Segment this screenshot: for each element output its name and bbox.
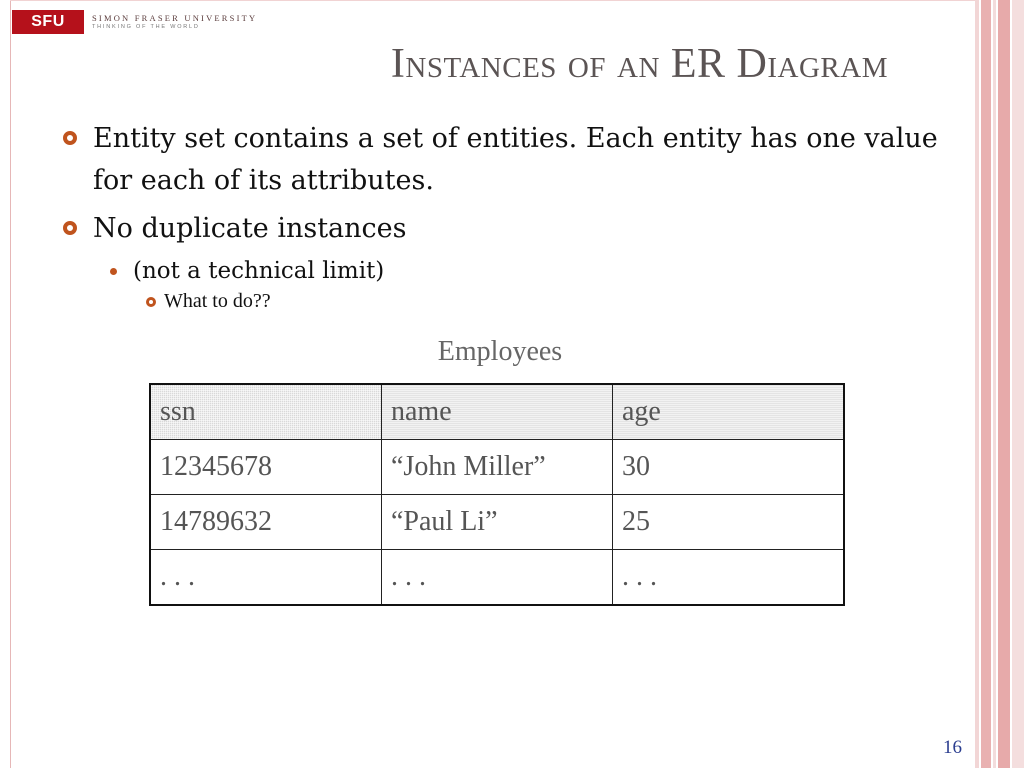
sub-sub-bullet-item xyxy=(60,286,940,316)
table-row xyxy=(150,550,844,606)
decor-stripe xyxy=(981,0,991,768)
logo-tagline: THINKING OF THE WORLD xyxy=(92,24,200,30)
sub-bullet-text: (not a technical limit) xyxy=(133,258,385,284)
bullet-item xyxy=(60,118,940,202)
ring-bullet-icon xyxy=(63,131,77,145)
top-border xyxy=(10,0,975,1)
decor-stripe xyxy=(975,0,979,768)
table-row xyxy=(150,495,844,550)
university-logo xyxy=(12,10,257,34)
logo-mark: SFU xyxy=(12,10,84,34)
page-number: 16 xyxy=(943,737,962,758)
decor-stripe xyxy=(1012,0,1024,768)
left-border xyxy=(10,0,11,768)
bullet-text: No duplicate instances xyxy=(93,213,407,244)
bullet-list xyxy=(60,118,940,316)
decor-stripe xyxy=(998,0,1010,768)
bullet-text: Entity set contains a set of entities. Each entity has one value for each of its attributes. xyxy=(93,123,938,196)
ring-bullet-icon xyxy=(63,221,77,235)
decor-stripe xyxy=(993,0,996,768)
table-cell: 25 xyxy=(613,495,845,550)
table-row xyxy=(150,440,844,495)
slide-title: Instances of an ER Diagram xyxy=(390,41,888,87)
column-header: ssn xyxy=(150,384,382,440)
table-cell: . . . xyxy=(150,550,382,606)
ring-bullet-icon xyxy=(146,297,156,307)
table-cell: 30 xyxy=(613,440,845,495)
sub-sub-bullet-text: What to do?? xyxy=(164,290,271,312)
table-header-row xyxy=(150,384,844,440)
logo-name: SIMON FRASER UNIVERSITY xyxy=(92,12,258,23)
column-header: age xyxy=(613,384,845,440)
table-cell: . . . xyxy=(382,550,613,606)
bullet-item xyxy=(60,208,940,250)
table-cell: 12345678 xyxy=(150,440,382,495)
table-caption: Employees xyxy=(437,336,563,367)
logo-wordmark xyxy=(92,14,257,31)
table-cell: “Paul Li” xyxy=(382,495,613,550)
table-cell: 14789632 xyxy=(150,495,382,550)
employees-table xyxy=(149,383,845,606)
column-header: name xyxy=(382,384,613,440)
table-cell: “John Miller” xyxy=(382,440,613,495)
sub-bullet-item xyxy=(60,256,940,286)
dot-bullet-icon xyxy=(110,268,117,275)
table-cell: . . . xyxy=(613,550,845,606)
